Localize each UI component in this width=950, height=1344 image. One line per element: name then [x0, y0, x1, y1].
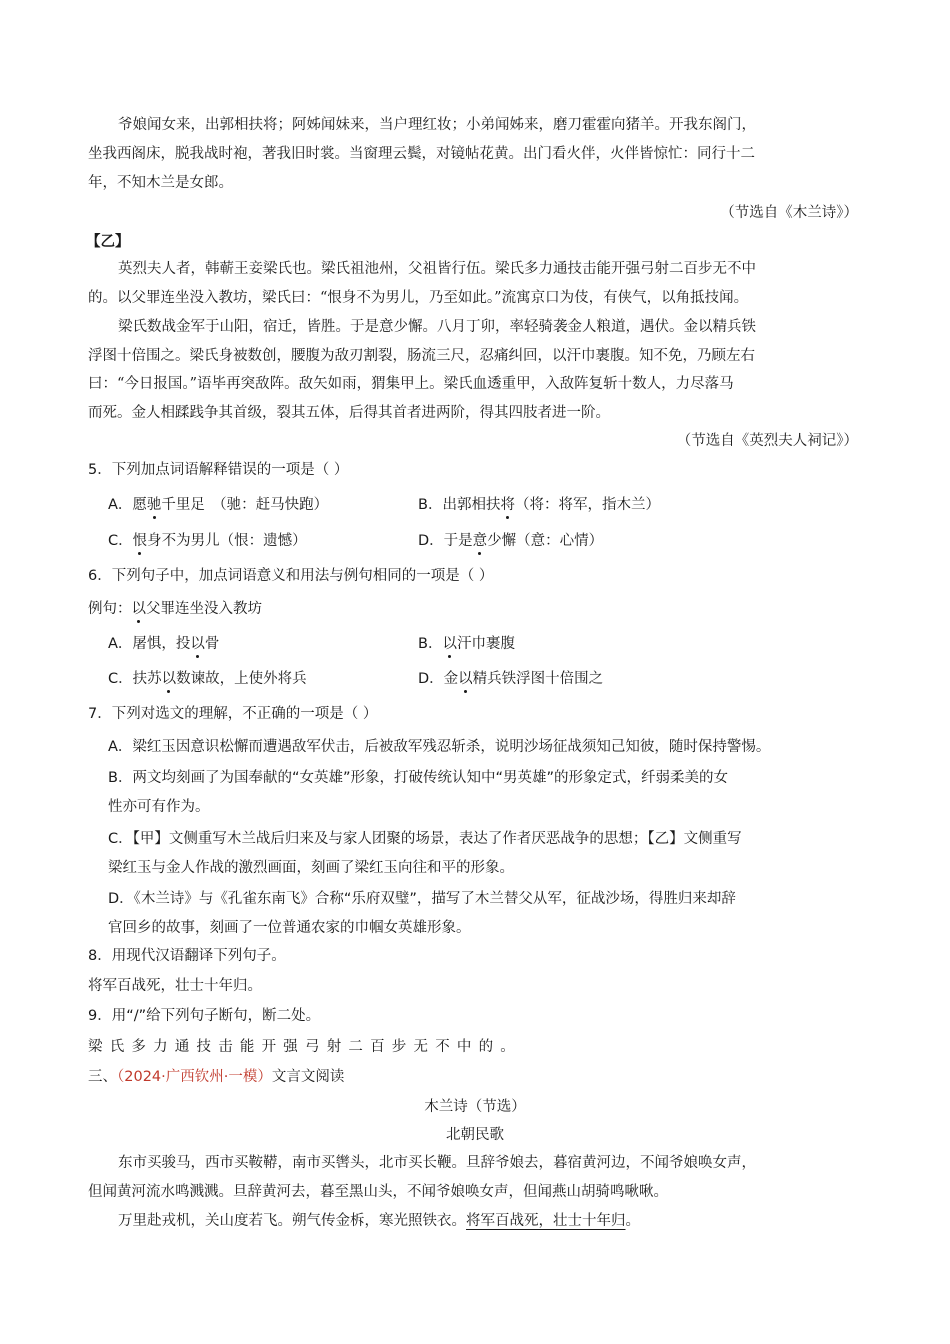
poem-line-2: 但闻黄河流水鸣溅溅。旦辞黄河去，暮至黑山头，不闻爷娘唤女声，但闻燕山胡骑鸣啾啾。: [88, 1184, 668, 1200]
underlined-sentence: 将军百战死，壮士十年归: [466, 1213, 626, 1229]
q9-sentence: 梁氏多力通技击能开强弓射二百步无不中的。: [88, 1039, 522, 1055]
section-3-heading: 三、（2024·广西钦州·一模）文言文阅读: [88, 1069, 345, 1085]
q8-sentence: 将军百战死，壮士十年归。: [88, 978, 262, 994]
q7-option-b-line-2: 性亦可有作为。: [108, 799, 210, 815]
yi-text-line-2: 的。以父罪连坐没入教坊，梁氏曰：“恨身不为男儿，乃至如此。”流寓京口为伎，有侠气，以角抵技闻。: [88, 290, 749, 306]
q8-stem: 8．用现代汉语翻译下列句子。: [88, 948, 286, 964]
poem-line-1: 东市买骏马，西市买鞍鞯，南市买辔头，北市买长鞭。旦辞爷娘去，暮宿黄河边，不闻爷娘唤女声，: [118, 1155, 756, 1171]
q7-option-c-line-2: 梁红玉与金人作战的激烈画面，刻画了梁红玉向往和平的形象。: [108, 860, 514, 876]
yi-source: （节选自《英烈夫人祠记》）: [676, 433, 858, 449]
q7-option-b-line-1: B．两文均刻画了为国奉献的“女英雄”形象，打破传统认知中“男英雄”的形象定式，纤弱柔美的女: [108, 770, 728, 786]
section-3-source: （2024·广西钦州·一模）: [117, 1069, 272, 1085]
q9-stem: 9．用“/”给下列句子断句，断二处。: [88, 1008, 321, 1024]
jia-text-line-1: 爷娘闻女来，出郭相扶将；阿姊闻妹来，当户理红妆；小弟闻姊来，磨刀霍霍向猪羊。开我东阁门，: [118, 117, 756, 133]
jia-text-line-2: 坐我西阁床，脱我战时袍，著我旧时裳。当窗理云鬓，对镜帖花黄。出门看火伴，火伴皆惊忙：同行十二: [88, 146, 755, 162]
q6-option-d: D．金以精兵铁浮图十倍围之: [418, 671, 604, 687]
q7-option-a: A．梁红玉因意识松懈而遭遇敌军伏击，后被敌军残忍斩杀，说明沙场征战须知己知彼，随时保持警惕。: [108, 739, 771, 755]
q6-option-a: A．屠惧，投以骨: [108, 636, 220, 652]
q7-option-d-line-1: D．《木兰诗》与《孔雀东南飞》合称“乐府双璧”，描写了木兰替父从军，征战沙场，得胜归来却辞: [108, 891, 736, 907]
q5-option-c: C．恨身不为男儿（恨：遗憾）: [108, 533, 307, 549]
q6-option-c: C．扶苏以数谏故，上使外将兵: [108, 671, 307, 687]
jia-source: （节选自《木兰诗》）: [720, 205, 858, 221]
yi-text-line-1: 英烈夫人者，韩蕲王妾梁氏也。梁氏祖池州，父祖皆行伍。梁氏多力通技击能开强弓射二百步无不中: [118, 261, 756, 277]
yi-text-line-4: 浮图十倍围之。梁氏身被数创，腰腹为敌刃割裂，肠流三尺，忍痛纠回，以汗巾裹腹。知不免，乃顾左右: [88, 348, 755, 364]
yi-text-line-6: 而死。金人相蹂践争其首级，裂其五体，后得其首者进两阶，得其四肢者进一阶。: [88, 405, 610, 421]
q7-option-d-line-2: 官回乡的故事，刻画了一位普通农家的巾帼女英雄形象。: [108, 920, 471, 936]
q6-option-b: B．以汗巾裹腹: [418, 636, 515, 652]
q5-stem: 5．下列加点词语解释错误的一项是（ ）: [88, 462, 349, 478]
yi-heading: 【乙】: [86, 234, 130, 250]
q5-option-a: A．愿驰千里足 （驰：赶马快跑）: [108, 497, 329, 513]
q6-example: 例句：以父罪连坐没入教坊: [88, 601, 262, 617]
yi-text-line-3: 梁氏数战金军于山阳，宿迁，皆胜。于是意少懈。八月丁卯，率轻骑袭金人粮道，遇伏。金以精兵铁: [118, 319, 756, 335]
q7-stem: 7．下列对选文的理解，不正确的一项是（ ）: [88, 706, 378, 722]
q5-option-b: B．出郭相扶将（将：将军，指木兰）: [418, 497, 660, 513]
q5-option-d: D．于是意少懈（意：心情）: [418, 533, 604, 549]
poem-author: 北朝民歌: [446, 1127, 504, 1143]
poem-line-3: 万里赴戎机，关山度若飞。朔气传金柝，寒光照铁衣。将军百战死，壮士十年归。: [118, 1213, 640, 1229]
q6-stem: 6．下列句子中，加点词语意义和用法与例句相同的一项是（ ）: [88, 568, 494, 584]
yi-text-line-5: 曰：“今日报国。”语毕再突敌阵。敌矢如雨，猬集甲上。梁氏血透重甲，入敌阵复斩十数人，力尽落马: [88, 376, 734, 392]
poem-title: 木兰诗（节选）: [424, 1099, 526, 1115]
jia-text-line-3: 年，不知木兰是女郎。: [88, 175, 233, 191]
q7-option-c-line-1: C．【甲】文侧重写木兰战后归来及与家人团聚的场景，表达了作者厌恶战争的思想；【乙】文侧重写: [108, 831, 742, 847]
